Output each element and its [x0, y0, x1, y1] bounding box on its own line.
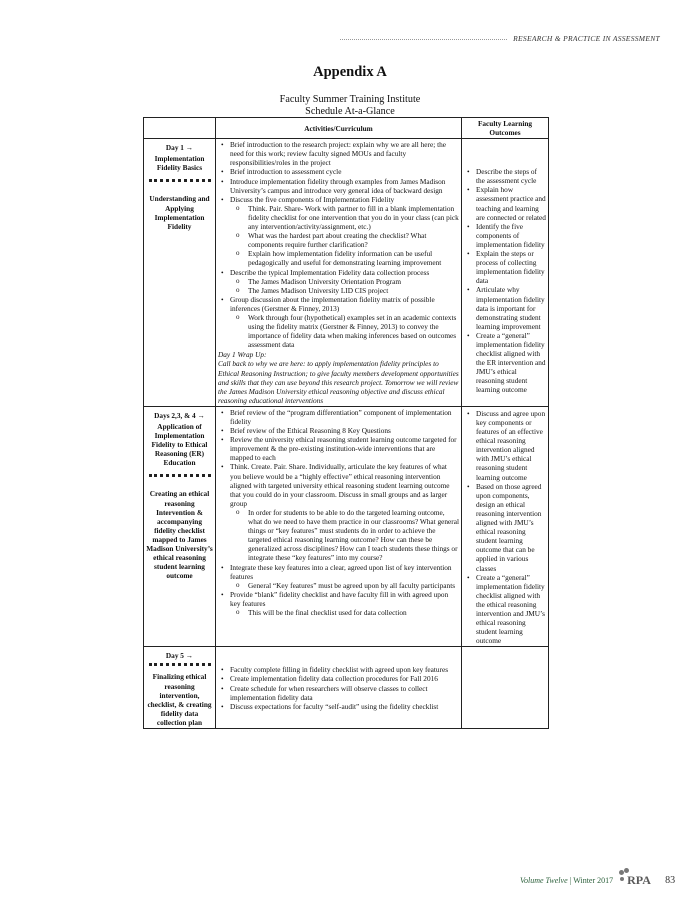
activity-list [218, 665, 459, 710]
dotted-rule [340, 39, 507, 40]
activity-item: • Create implementation fidelity data collection procedures for Fall 2016 [230, 674, 459, 683]
day-label: Day 1 → [165, 143, 194, 153]
table-subtitle: Schedule At-a-Glance [305, 106, 395, 117]
activity-list [218, 140, 459, 349]
activity-item: • Think. Create. Pair. Share. Individually, articulate the key features of what you believe would be a “highly effective” ethical reasoning intervention aligned with targeted university ethical reasoning student learning outcome that you could do in your classroom. Discuss in small groups and as larger group o In order for students to be able to do the targeted learning outcome, what do we need to have them practice in our classrooms? What general things or “key features” must students do in order to achieve the targeted ethical reasoning learning outcome? How can these be generalized across disciplines? How can I teach students these things or integrate these “key features” into my course? [230, 462, 459, 562]
issue-season: Winter 2017 [573, 875, 614, 885]
issue-volume: Volume Twelve [520, 875, 568, 885]
activity-subitem: o The James Madison University LID CIS project [248, 286, 459, 295]
day5-cell [144, 647, 216, 729]
activity-item: • Brief review of the “program differentiation” component of implementation fidelity [230, 408, 459, 426]
days234-cell [144, 406, 216, 646]
activity-item: • Introduce implementation fidelity through examples from James Madison University’s campus and introduce very general idea of backward design [230, 177, 459, 195]
wrap-up-heading: Day 1 Wrap Up: [218, 350, 267, 360]
dotted-divider [149, 663, 211, 666]
day-label: Days 2,3, & 4 → [154, 410, 205, 420]
activity-item: • Brief introduction to the research project: explain why we are all here; the need for this work; review faculty signed MOUs and faculty responsibilities/roles in the project [230, 140, 459, 167]
dotted-divider [149, 179, 211, 182]
outcome-item: • Discuss and agree upon key components or features of an effective ethical reasoning intervention aligned with JMU’s ethical reasoning student learning outcome [476, 409, 546, 482]
day5-activities [216, 647, 462, 729]
days234-outcomes [462, 406, 549, 646]
page-number: 83 [665, 874, 676, 886]
day1-cell [144, 139, 216, 407]
activity-subitem: o What was the hardest part about creating the checklist? What components require further clarification? [248, 231, 459, 249]
day-label: Day 5 → [165, 651, 194, 661]
phase-label: Finalizing ethical reasoning intervention, checklist, & creating fidelity data collection plan [147, 672, 212, 727]
activity-subitem: o In order for students to be able to do the targeted learning outcome, what do we need to have them practice in our classrooms? What general things or “key features” must students do in order to achieve the targeted ethical reasoning learning outcome? How can these be generalized across disciplines? How can I teach students these things or integrate these “key features” into my course? [248, 508, 459, 563]
phase-label: Understanding and Applying Implementation Fidelity [149, 194, 210, 231]
day1-activities [216, 139, 462, 407]
activity-item: • Review the university ethical reasoning student learning outcome targeted for improvement & the pre-existing institution-wide interventions that are mapped to each [230, 435, 459, 462]
appendix-title: Appendix A [313, 64, 387, 80]
day1-row [144, 139, 549, 407]
activity-item: • Group discussion about the implementation fidelity matrix of possible inferences (Gerstner & Finney, 2013) o Work through four (hypothetical) examples set in an academic contexts using the fidelity matrix (Gerstner & Finney, 2013) to convey the importance of fidelity data when making inferences based on outcomes assessment data [230, 295, 459, 350]
day5-outcomes [462, 647, 549, 729]
header-day [144, 118, 216, 139]
outcome-item: • Based on those agreed upon components, design an ethical reasoning intervention aligned with JMU’s ethical reasoning student learning outcome that can be applied in various classes [476, 482, 546, 573]
outcome-item: • Create a “general” implementation fidelity checklist aligned with the ER intervention and JMU’s ethical reasoning student learning outcome [476, 331, 546, 395]
activity-item: • Create schedule for when researchers will observe classes to collect implementation fidelity data [230, 684, 459, 702]
activity-subitem: o General “Key features” must be agreed upon by all faculty participants [248, 581, 459, 590]
activity-item: • Discuss expectations for faculty “self-audit” using the fidelity checklist [230, 702, 459, 711]
day5-row [144, 647, 549, 729]
page-footer [520, 868, 675, 892]
outcome-item: • Describe the steps of the assessment cycle [476, 167, 546, 185]
activity-list [218, 408, 459, 617]
activity-subitem: o The James Madison University Orientation Program [248, 277, 459, 286]
activity-item: • Describe the typical Implementation Fidelity data collection process o The James Madison University Orientation Program o The James Madison University LID CIS project [230, 268, 459, 295]
header-activities: Activities/Curriculum [216, 118, 462, 139]
header-outcomes: Faculty Learning Outcomes [462, 118, 549, 139]
phase-label: Creating an ethical reasoning Intervention & accompanying fidelity checklist mapped to James Madison University’s ethical reasoning student learning outcome [146, 489, 213, 581]
outcome-item: • Explain the steps or process of collecting implementation fidelity data [476, 249, 546, 285]
activity-item: • Faculty complete filling in fidelity checklist with agreed upon key features [230, 665, 459, 674]
outcome-item: • Create a “general” implementation fidelity checklist aligned with the ethical reasoning intervention and JMU’s ethical reasoning student learning outcome [476, 573, 546, 646]
day1-outcomes [462, 139, 549, 407]
activity-item: • Integrate these key features into a clear, agreed upon list of key intervention features o General “Key features” must be agreed upon by all faculty participants [230, 563, 459, 590]
activity-item: • Discuss the five components of Implementation Fidelity o Think. Pair. Share- Work with partner to fill in a blank implementation fidelity checklist for one intervention that you do in your class (can pick any intervention/activity/assignment, etc.) o What was the hardest part about creating the checklist? What components require further clarification? o Explain how implementation fidelity information can be useful pedagogically and useful for demonstrating learning improvement [230, 195, 459, 268]
table-header-row [144, 118, 549, 139]
running-head-text: RESEARCH & PRACTICE IN ASSESSMENT [513, 34, 660, 43]
activity-subitem: o Think. Pair. Share- Work with partner to fill in a blank implementation fidelity checklist for one intervention that you do in your class (can pick any intervention/activity/assignment, etc.) [248, 204, 459, 231]
outcome-list [464, 167, 546, 394]
outcome-list [464, 409, 546, 645]
schedule-table [143, 117, 549, 729]
activity-item: • Brief introduction to assessment cycle [230, 167, 459, 176]
dotted-divider [149, 474, 211, 477]
outcome-item: • Explain how assessment practice and teaching and learning are connected or related [476, 185, 546, 221]
days234-row [144, 406, 549, 646]
outcome-item: • Articulate why implementation fidelity data is important for demonstrating student learning improvement [476, 285, 546, 330]
activity-subitem: o Explain how implementation fidelity information can be useful pedagogically and useful for demonstrating learning improvement [248, 249, 459, 267]
activity-subitem: o This will be the final checklist used for data collection [248, 608, 459, 617]
activity-item: • Provide “blank” fidelity checklist and have faculty fill in with agreed upon key features o This will be the final checklist used for data collection [230, 590, 459, 617]
rpa-logo [619, 868, 659, 892]
phase-label: Application of Implementation Fidelity to Ethical Reasoning (ER) Education [151, 422, 208, 468]
running-head [340, 34, 660, 43]
footer-separator: | [569, 875, 572, 885]
activity-item: • Brief review of the Ethical Reasoning 8 Key Questions [230, 426, 459, 435]
phase-label: Implementation Fidelity Basics [154, 154, 205, 173]
table-title: Faculty Summer Training Institute [279, 94, 421, 105]
activity-subitem: o Work through four (hypothetical) examples set in an academic contexts using the fidelity matrix (Gerstner & Finney, 2013) to convey the importance of fidelity data when making inferences based on outcomes assessment data [248, 313, 459, 349]
days234-activities [216, 406, 462, 646]
rpa-logo-text: RPA [627, 873, 651, 887]
wrap-up-text: Call back to why we are here: to apply implementation fidelity principles to Ethical Reasoning Instruction; to give faculty members development opportunities and skills that they can use beyond this research project. Tomorrow we will review the James Madison University ethical reasoning objective and discuss ethical reasoning educational interventions [218, 359, 459, 405]
outcome-item: • Identify the five components of implementation fidelity [476, 222, 546, 249]
